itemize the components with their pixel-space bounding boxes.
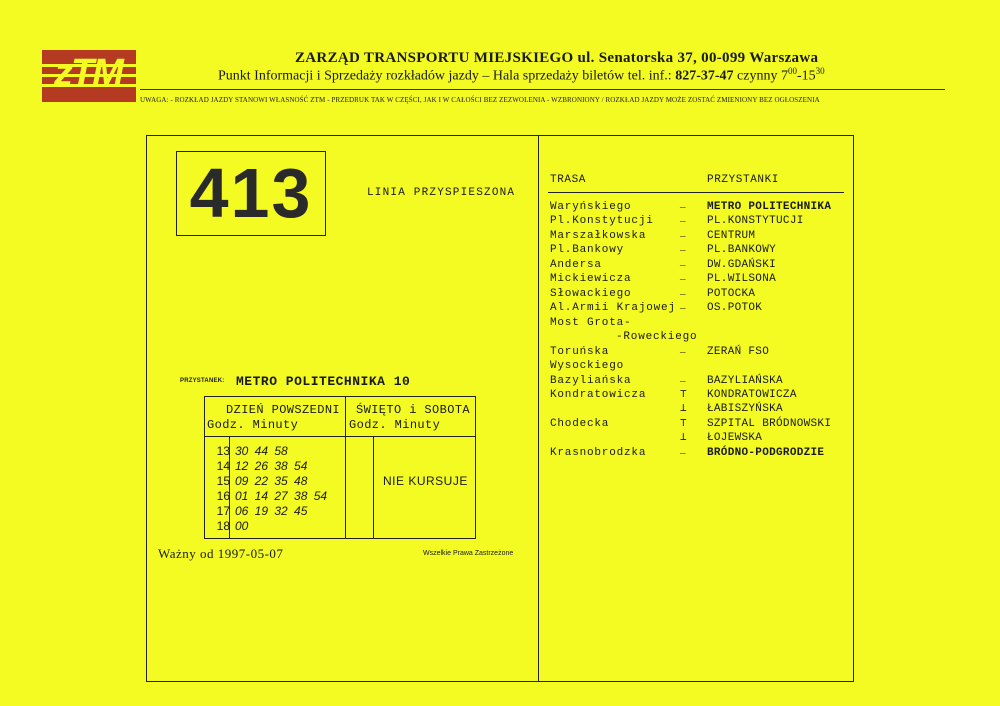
route-stop: SZPITAL BRÓDNOWSKI xyxy=(707,418,832,430)
holiday-col-headers xyxy=(349,418,440,432)
stop-name: METRO POLITECHNIKA 10 xyxy=(236,374,411,389)
route-street: Bazyliańska xyxy=(550,375,632,387)
row-hour: 15 xyxy=(216,474,230,488)
row-hour: 14 xyxy=(216,459,230,473)
route-header-rule xyxy=(548,192,844,193)
row-minutes: 01 14 27 38 54 xyxy=(235,489,328,503)
route-street: Marszałkowska xyxy=(550,230,647,242)
route-stop: ZERAŃ FSO xyxy=(707,346,770,358)
route-stop: BAZYLIAŃSKA xyxy=(707,375,783,387)
route-street: -Roweckiego xyxy=(616,331,698,343)
org-header: ZARZĄD TRANSPORTU MIEJSKIEGO ul. Senatorska 37, 00-099 Warszawa xyxy=(295,50,819,66)
stop-dash: – xyxy=(680,244,686,256)
hours-close-min: 30 xyxy=(815,66,825,76)
header-rule xyxy=(140,89,945,90)
route-street: Toruńska xyxy=(550,346,610,358)
hours-open-min: 00 xyxy=(787,66,797,76)
info-phone: 827-37-47 xyxy=(675,68,734,84)
row-hour: 17 xyxy=(216,504,230,518)
pair-bracket-top: ⊤ xyxy=(680,389,687,401)
route-street: Słowackiego xyxy=(550,288,632,300)
route-street: Krasnobrodzka xyxy=(550,447,647,459)
route-stop: POTOCKA xyxy=(707,288,756,300)
stop-dash: – xyxy=(680,259,686,271)
row-minutes: 12 26 38 54 xyxy=(235,459,308,473)
route-stop: BRÓDNO-PODGRODZIE xyxy=(707,447,825,459)
route-stop: ŁOJEWSKA xyxy=(707,432,763,444)
route-stop: OS.POTOK xyxy=(707,302,763,314)
hours-open: 7 xyxy=(780,68,788,84)
stop-dash: – xyxy=(680,230,686,242)
route-street: Most Grota- xyxy=(550,317,632,329)
stop-dash: – xyxy=(680,346,686,358)
weekday-col-headers xyxy=(207,418,298,432)
weekday-col-hour: Godz. xyxy=(207,418,246,432)
weekday-title: DZIEŃ POWSZEDNI xyxy=(226,403,341,417)
route-stop: PL.BANKOWY xyxy=(707,244,777,256)
route-street: Pl.Bankowy xyxy=(550,244,625,256)
table-header-rule xyxy=(204,436,476,437)
pair-bracket-top: ⊤ xyxy=(680,418,687,430)
stop-dash: – xyxy=(680,375,686,387)
holiday-note: NIE KURSUJE xyxy=(383,474,468,488)
route-street: Kondratowicza xyxy=(550,389,647,401)
holiday-hour-divider xyxy=(373,437,374,539)
frame-divider xyxy=(538,135,539,682)
route-street: Waryńskiego xyxy=(550,201,632,213)
row-minutes: 00 xyxy=(235,519,249,533)
row-minutes: 30 44 58 xyxy=(235,444,288,458)
row-minutes: 09 22 35 48 xyxy=(235,474,308,488)
ztm-logo-mark: zTM xyxy=(54,52,122,94)
stop-label: PRZYSTANEK: xyxy=(180,378,225,384)
route-street: Wysockiego xyxy=(550,360,625,372)
weekday-col-minutes: Minuty xyxy=(252,418,299,432)
route-stop: ŁABISZYŃSKA xyxy=(707,403,783,415)
route-street: Mickiewicza xyxy=(550,273,632,285)
stop-dash: – xyxy=(680,302,686,314)
info-prefix: Punkt Informacji i Sprzedaży rozkładów jazdy – Hala sprzedaży biletów tel. inf.: xyxy=(218,68,672,84)
holiday-title: ŚWIĘTO i SOBOTA xyxy=(356,403,471,417)
row-hour: 16 xyxy=(216,489,230,503)
route-stop: PL.WILSONA xyxy=(707,273,777,285)
route-stop: METRO POLITECHNIKA xyxy=(707,201,832,213)
warning-notice: UWAGA: - ROZKŁAD JAZDY STANOWI WŁASNOŚĆ ZTM - PRZEDRUK TAK W CZĘŚCI, JAK I W CAŁOŚCI BEZ ZEZWOLENIA - WZBRONIONY / ROZKŁAD JAZDY MOŻE ZOSTAĆ ZMIENIONY BEZ OGŁOSZENIA xyxy=(140,96,820,104)
info-hours-text: czynny xyxy=(737,68,778,84)
route-street: Pl.Konstytucji xyxy=(550,215,654,227)
stop-dash: – xyxy=(680,288,686,300)
stop-dash: – xyxy=(680,201,686,213)
line-type: LINIA PRZYSPIESZONA xyxy=(367,187,516,199)
route-street: Andersa xyxy=(550,259,602,271)
route-street: Al.Armii Krajowej xyxy=(550,302,676,314)
route-stop: CENTRUM xyxy=(707,230,756,242)
holiday-col-minutes: Minuty xyxy=(394,418,441,432)
ztm-logo xyxy=(42,50,136,102)
pair-bracket-bottom: ⊥ xyxy=(680,403,687,415)
row-hour: 13 xyxy=(216,444,230,458)
row-hour: 18 xyxy=(216,519,230,533)
route-stop: KONDRATOWICZA xyxy=(707,389,797,401)
pair-bracket-bottom: ⊥ xyxy=(680,432,687,444)
holiday-col-hour: Godz. xyxy=(349,418,388,432)
route-col-header: TRASA xyxy=(550,174,587,186)
stop-dash: – xyxy=(680,273,686,285)
route-stop: PL.KONSTYTUCJI xyxy=(707,215,804,227)
row-minutes: 06 19 32 45 xyxy=(235,504,308,518)
route-stop: DW.GDAŃSKI xyxy=(707,259,777,271)
stops-col-header: PRZYSTANKI xyxy=(707,174,780,186)
stop-dash: – xyxy=(680,447,686,459)
line-number: 413 xyxy=(189,154,313,232)
table-column-divider xyxy=(345,396,346,539)
stop-dash: – xyxy=(680,215,686,227)
info-line xyxy=(218,66,825,85)
hours-close: -15 xyxy=(796,68,816,84)
valid-from: Ważny od 1997-05-07 xyxy=(158,546,284,561)
rights-notice: Wszelkie Prawa Zastrzeżone xyxy=(423,550,514,557)
route-street: Chodecka xyxy=(550,418,610,430)
